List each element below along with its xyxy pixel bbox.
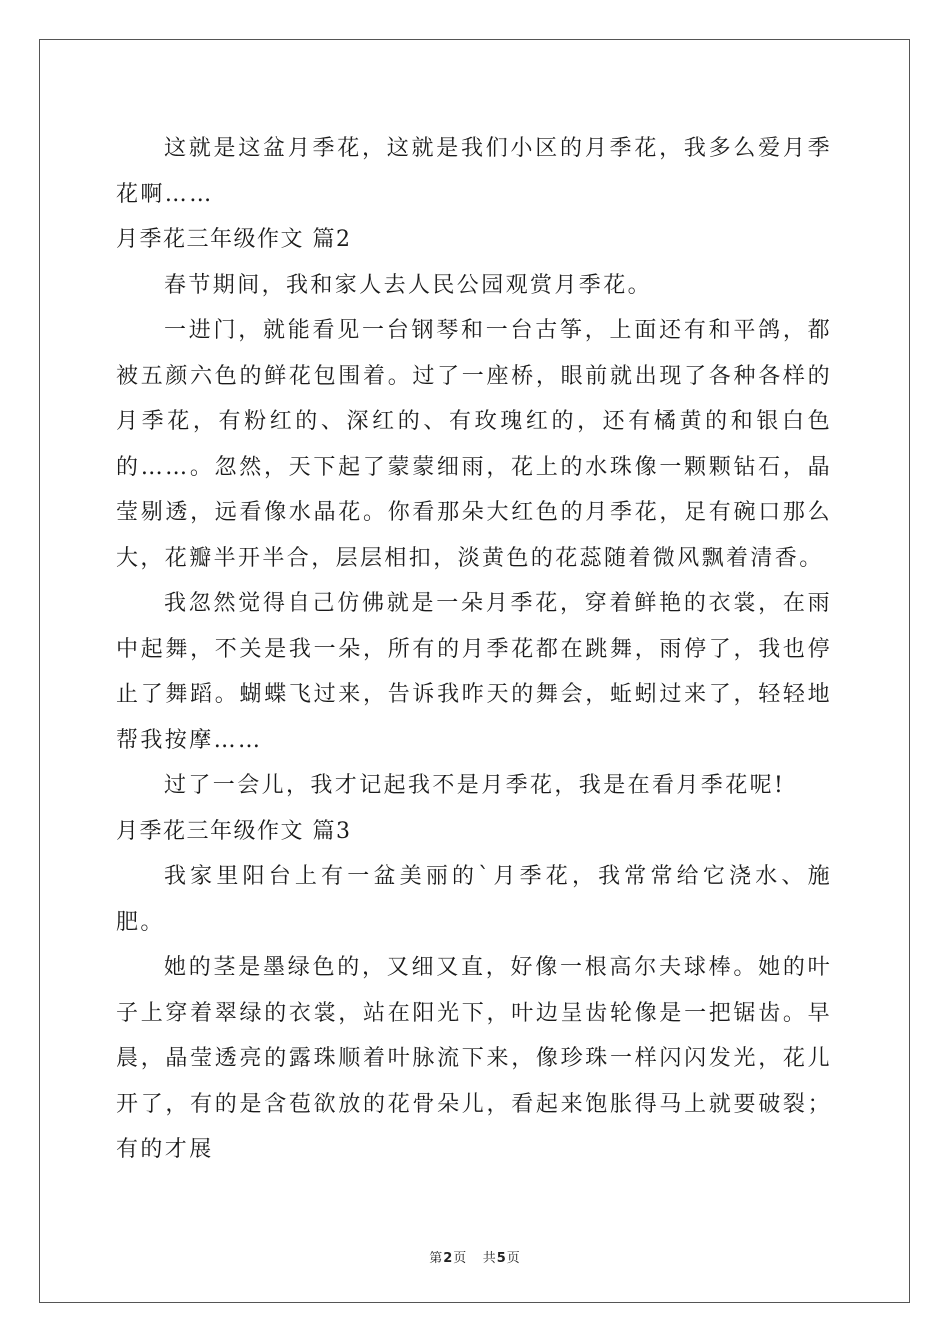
total-suffix: 页 bbox=[506, 1251, 521, 1266]
section-heading: 月季花三年级作文 篇3 bbox=[116, 818, 352, 844]
paragraph: 我忽然觉得自己仿佛就是一朵月季花，穿着鲜艳的衣裳，在雨中起舞，不关是我一朵，所有的月季花都在跳舞，雨停了，我也停止了舞蹈。蝴蝶飞过来，告诉我昨天的舞会，蚯蚓过来了，轻轻地帮我按摩…… bbox=[116, 591, 832, 753]
paragraph: 一进门，就能看见一台钢琴和一台古筝，上面还有和平鸽，都被五颜六色的鲜花包围着。过了一座桥，眼前就出现了各种各样的月季花，有粉红的、深红的、有玫瑰红的，还有橘黄的和银白色的……。忽然，天下起了蒙蒙细雨，花上的水珠像一颗颗钻石，晶莹剔透，远看像水晶花。你看那朵大红色的月季花，足有碗口那么大，花瓣半开半合，层层相扣，淡黄色的花蕊随着微风飘着清香。 bbox=[116, 318, 832, 571]
total-prefix: 共 bbox=[482, 1251, 497, 1266]
document-body bbox=[116, 126, 832, 1173]
paragraph: 这就是这盆月季花，这就是我们小区的月季花，我多么爱月季花啊…… bbox=[116, 136, 832, 207]
paragraph: 她的茎是墨绿色的，又细又直，好像一根高尔夫球棒。她的叶子上穿着翠绿的衣裳，站在阳光下，叶边呈齿轮像是一把锯齿。早晨，晶莹透亮的露珠顺着叶脉流下来，像珍珠一样闪闪发光，花儿开了，有的是含苞欲放的花骨朵儿，看起来饱胀得马上就要破裂；有的才展 bbox=[116, 955, 832, 1162]
total-pages: 5 bbox=[496, 1251, 507, 1266]
paragraph: 我家里阳台上有一盆美丽的`月季花，我常常给它浇水、施肥。 bbox=[116, 864, 832, 935]
paragraph: 过了一会儿，我才记起我不是月季花，我是在看月季花呢! bbox=[164, 773, 786, 798]
page-number: 2 bbox=[443, 1251, 454, 1266]
paragraph: 春节期间，我和家人去人民公园观赏月季花。 bbox=[164, 272, 653, 298]
page-suffix: 页 bbox=[453, 1251, 468, 1266]
section-heading: 月季花三年级作文 篇2 bbox=[116, 227, 352, 252]
page-footer bbox=[0, 1247, 950, 1266]
page-prefix: 第 bbox=[429, 1251, 444, 1266]
